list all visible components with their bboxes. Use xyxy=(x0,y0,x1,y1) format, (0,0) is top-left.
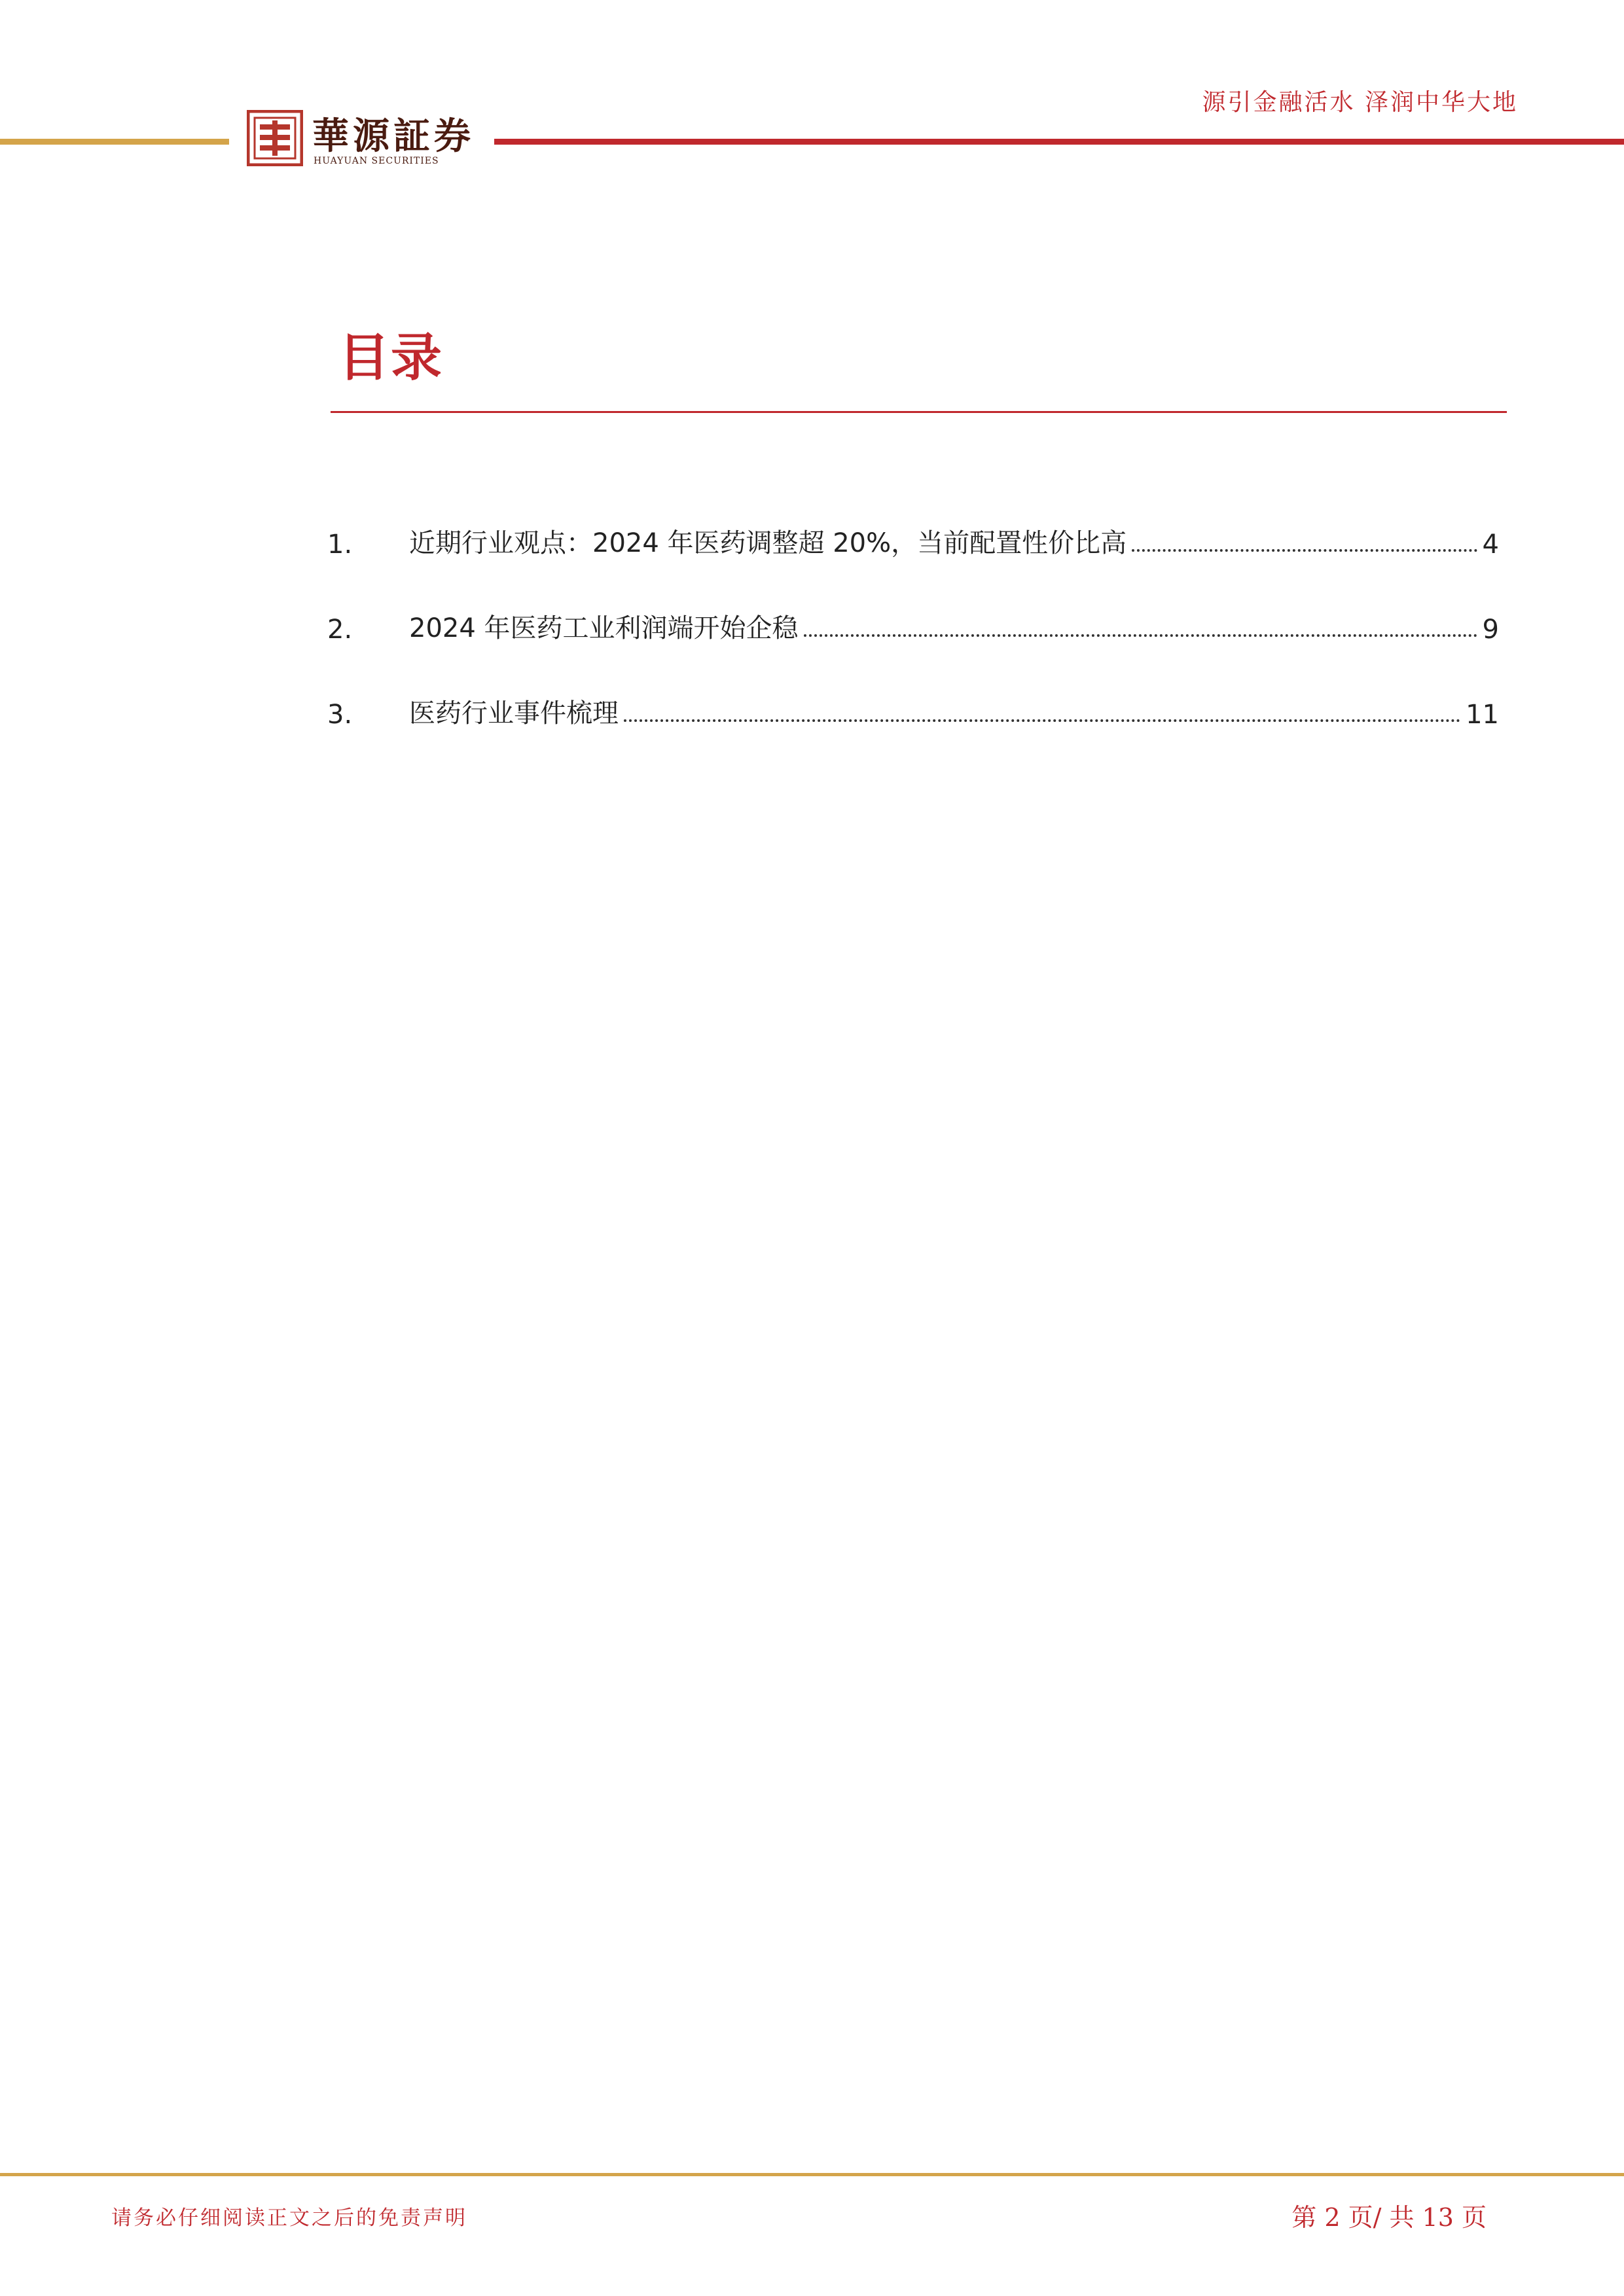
header-slogan: 源引金融活水 泽润中华大地 xyxy=(1202,89,1518,116)
toc-entry-page: 11 xyxy=(1466,700,1499,730)
toc-entry-text: 医药行业事件梳理 xyxy=(409,698,619,728)
toc-entry-text: 2024 年医药工业利润端开始企稳 xyxy=(409,613,799,643)
footer-page-info: 第 2 页/ 共 13 页 xyxy=(1291,2203,1487,2232)
toc-entry-number: 1. xyxy=(327,529,353,560)
toc-entry-page: 4 xyxy=(1482,529,1499,560)
toc-dot-leader xyxy=(804,634,1477,637)
toc-dot-leader xyxy=(1132,549,1477,552)
toc-entry-page: 9 xyxy=(1482,615,1499,645)
footer-rule xyxy=(0,2173,1624,2176)
toc-title-rule xyxy=(331,411,1507,413)
toc-entry-1[interactable] xyxy=(327,475,1499,560)
header-rule-gold xyxy=(0,139,229,145)
header-rule-red xyxy=(494,139,1624,145)
toc-entry-text: 近期行业观点：2024 年医药调整超 20%，当前配置性价比高 xyxy=(409,528,1127,558)
toc-entry-3[interactable] xyxy=(327,645,1499,730)
footer-disclaimer: 请务必仔细阅读正文之后的免责声明 xyxy=(111,2206,467,2230)
toc-list xyxy=(327,475,1499,730)
company-logo xyxy=(232,105,494,170)
toc-entry-number: 3. xyxy=(327,700,353,730)
logo-name: 華源証券 xyxy=(312,115,475,158)
logo-subtitle: HUAYUAN SECURITIES xyxy=(314,156,439,166)
seal-icon xyxy=(247,110,303,166)
toc-title: 目录 xyxy=(338,329,444,387)
toc-entry-2[interactable] xyxy=(327,560,1499,645)
toc-dot-leader xyxy=(624,719,1460,722)
toc-entry-number: 2. xyxy=(327,615,353,645)
